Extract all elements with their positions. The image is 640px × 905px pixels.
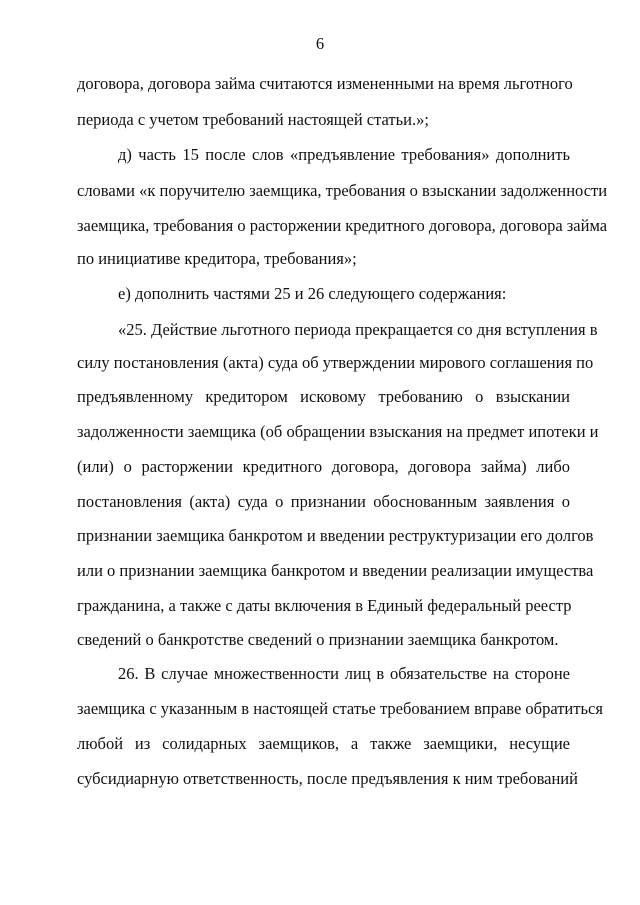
text-line: договора, договора займа считаются измененными на время льготного xyxy=(77,74,573,93)
text-line: словами «к поручителю заемщика, требования о взыскании задолженности xyxy=(77,181,608,200)
text-line: постановления (акта) суда о признании обоснованным заявления о xyxy=(77,492,570,511)
text-line: силу постановления (акта) суда об утверждении мирового соглашения по xyxy=(77,353,594,372)
text-line: по инициативе кредитора, требования»; xyxy=(77,249,357,268)
text-line: «25. Действие льготного периода прекращается со дня вступления в xyxy=(118,320,598,339)
text-line: задолженности заемщика (об обращении взыскания на предмет ипотеки и xyxy=(77,422,599,441)
text-line: или о признании заемщика банкротом и введении реализации имущества xyxy=(77,561,594,580)
text-line: предъявленному кредитором исковому требованию о взыскании xyxy=(77,387,570,406)
text-line: периода с учетом требований настоящей статьи.»; xyxy=(77,110,429,129)
text-line: заемщика, требования о расторжении кредитного договора, договора займа xyxy=(77,216,608,235)
text-line: признании заемщика банкротом и введении реструктуризации его долгов xyxy=(77,526,594,545)
text-line: (или) о расторжении кредитного договора, договора займа) либо xyxy=(77,457,570,476)
text-line: сведений о банкротстве сведений о признании заемщика банкротом. xyxy=(77,630,559,649)
text-line: е) дополнить частями 25 и 26 следующего содержания: xyxy=(118,284,507,303)
text-line: заемщика с указанным в настоящей статье требованием вправе обратиться xyxy=(77,699,603,718)
text-line: любой из солидарных заемщиков, а также заемщики, несущие xyxy=(77,734,570,753)
page-number: 6 xyxy=(315,34,325,53)
text-line: субсидиарную ответственность, после предъявления к ним требований xyxy=(77,769,578,788)
text-line: гражданина, а также с даты включения в Единый федеральный реестр xyxy=(77,596,572,615)
text-line: д) часть 15 после слов «предъявление требования» дополнить xyxy=(118,145,570,164)
text-line: 26. В случае множественности лиц в обязательстве на стороне xyxy=(118,664,570,683)
